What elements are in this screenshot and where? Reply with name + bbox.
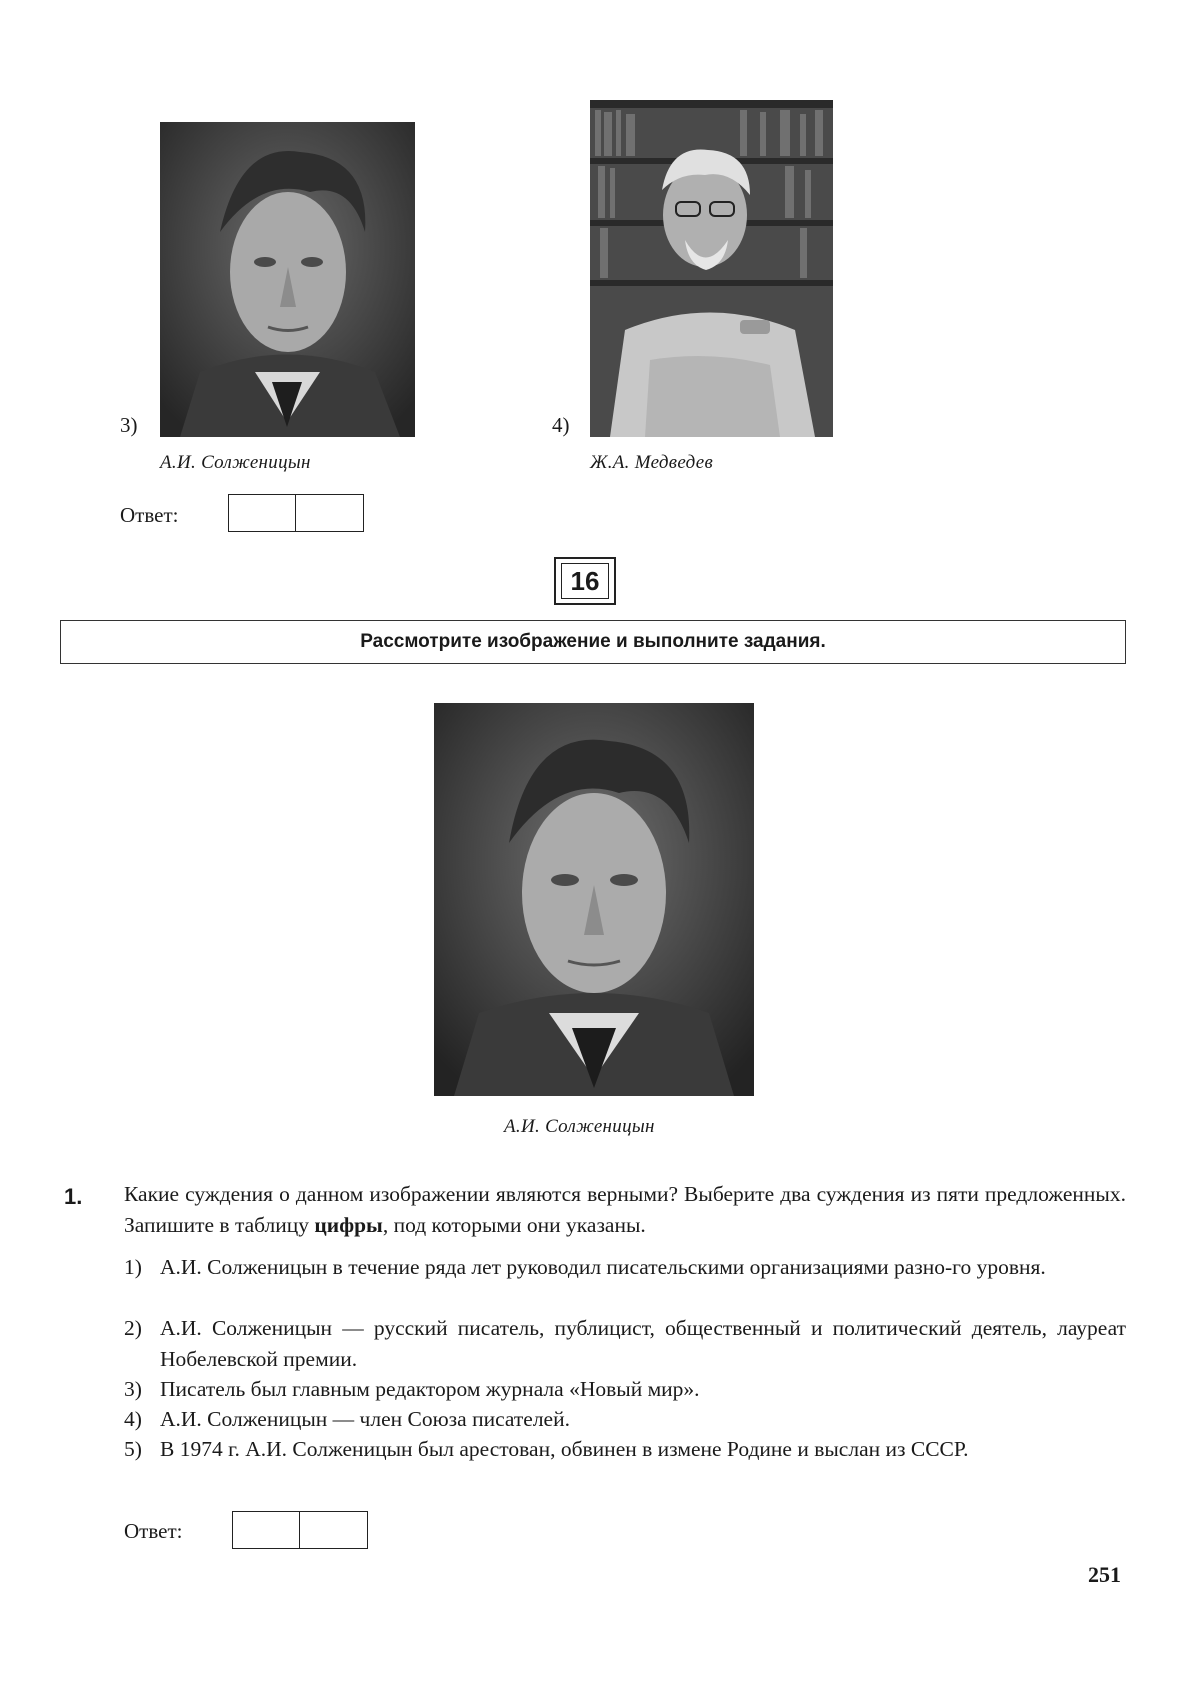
main-photo-caption: А.И. Солженицын bbox=[504, 1116, 655, 1137]
option-1 bbox=[124, 1252, 1126, 1314]
task-instruction-banner: Рассмотрите изображение и выполните задания. bbox=[60, 620, 1126, 664]
option-2-number: 2) bbox=[124, 1316, 142, 1340]
page-number: 251 bbox=[1088, 1562, 1121, 1587]
medvedev-photo bbox=[590, 100, 833, 437]
option-number-3: 3) bbox=[120, 413, 138, 437]
answer-cell-2[interactable] bbox=[296, 495, 363, 531]
option-1-number: 1) bbox=[124, 1255, 142, 1279]
task-number-text: 16 bbox=[561, 563, 609, 599]
option-4-number: 4) bbox=[124, 1407, 142, 1431]
answer-cell-1[interactable] bbox=[233, 1512, 300, 1548]
question-text bbox=[124, 1179, 1126, 1241]
option-4-text: А.И. Солженицын — член Союза писателей. bbox=[160, 1407, 570, 1431]
question-text-part2: , под которыми они указаны. bbox=[382, 1213, 646, 1237]
option-5-number: 5) bbox=[124, 1437, 142, 1461]
option-5-text: В 1974 г. А.И. Солженицын был арестован, обвинен в измене Родине и выслан из СССР. bbox=[160, 1437, 969, 1461]
option-3 bbox=[124, 1374, 1126, 1405]
photo-caption-solzhenitsyn: А.И. Солженицын bbox=[160, 452, 311, 473]
task-number-badge bbox=[554, 557, 616, 605]
answer-box-top[interactable] bbox=[228, 494, 364, 532]
answer-cell-1[interactable] bbox=[229, 495, 296, 531]
answer-box-bottom[interactable] bbox=[232, 1511, 368, 1549]
solzhenitsyn-photo-large bbox=[434, 703, 754, 1096]
option-3-text: Писатель был главным редактором журнала «Новый мир». bbox=[160, 1377, 700, 1401]
question-number: 1. bbox=[64, 1184, 83, 1209]
option-1-text: А.И. Солженицын в течение ряда лет руководил писательскими организациями разно-го уровня. bbox=[160, 1255, 1046, 1279]
option-3-number: 3) bbox=[124, 1377, 142, 1401]
answer-label-top: Ответ: bbox=[120, 503, 179, 527]
option-number-4: 4) bbox=[552, 413, 570, 437]
option-2 bbox=[124, 1313, 1126, 1375]
solzhenitsyn-photo-small bbox=[160, 122, 415, 437]
option-4 bbox=[124, 1404, 1126, 1435]
question-text-part1: Какие суждения о данном изображении являются верными? Выберите два суждения из пяти предложенных. Запишите в таблицу bbox=[124, 1182, 1126, 1237]
answer-label-bottom: Ответ: bbox=[124, 1519, 183, 1543]
question-text-bold: цифры bbox=[314, 1213, 383, 1237]
photo-caption-medvedev: Ж.А. Медведев bbox=[590, 452, 714, 473]
option-5 bbox=[124, 1434, 1126, 1496]
option-2-text: А.И. Солженицын — русский писатель, публицист, общественный и политический деятель, лауреат Нобелевской премии. bbox=[160, 1316, 1126, 1371]
answer-cell-2[interactable] bbox=[300, 1512, 367, 1548]
